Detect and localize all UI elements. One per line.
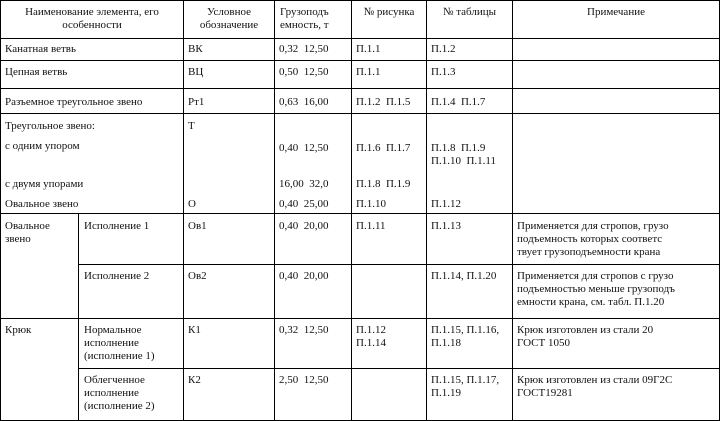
row-name: Треугольное звено: — [5, 120, 95, 132]
header-name: Наименование элемента, его особенности — [25, 6, 159, 31]
row-note: Крюк изготовлен из стали 20 ГОСТ 1050 — [517, 324, 654, 349]
header-capacity: Грузоподъ емность, т — [280, 6, 329, 31]
row-capacity: 0,40 20,00 — [279, 270, 329, 282]
row-note: Применяется для стропов с грузо подъемностью меньше грузоподъ емности крана, см. табл. П.1.20 — [517, 270, 675, 308]
row-capacity: 16,00 32,0 — [279, 178, 329, 190]
row-name: Канатная ветвь — [5, 43, 76, 55]
row-table: П.1.15, П.1.17, П.1.19 — [431, 374, 500, 399]
header-code: Условное обозначение — [199, 6, 259, 31]
row-variant: Исполнение 1 — [84, 220, 150, 232]
row-code: Ов2 — [188, 270, 207, 282]
row-table: П.1.12 — [431, 198, 461, 210]
row-figure: П.1.10 — [356, 198, 386, 210]
rule — [0, 113, 720, 114]
row-name: с двумя упорами — [5, 178, 84, 190]
row-figure: П.1.2 П.1.5 — [356, 96, 411, 108]
row-figure: П.1.1 — [356, 43, 381, 55]
row-name: Цепная ветвь — [5, 66, 68, 78]
group-name: Овальное звено — [5, 220, 50, 245]
rule — [0, 213, 720, 214]
row-code: Т — [188, 120, 195, 132]
header-note: Примечание — [587, 6, 645, 18]
rule — [426, 0, 427, 421]
rule — [512, 0, 513, 421]
rule — [0, 60, 720, 61]
row-table: П.1.8 П.1.9 П.1.10 П.1.11 — [431, 142, 496, 167]
header-figure: № рисунка — [363, 6, 415, 18]
row-capacity: 0,50 12,50 — [279, 66, 329, 78]
row-code: ВК — [188, 43, 203, 55]
row-capacity: 0,63 16,00 — [279, 96, 329, 108]
rule — [183, 0, 184, 421]
row-capacity: 0,32 12,50 — [279, 324, 329, 336]
row-code: Рт1 — [188, 96, 205, 108]
row-table: П.1.4 П.1.7 — [431, 96, 486, 108]
row-capacity: 0,32 12,50 — [279, 43, 329, 55]
row-figure: П.1.1 — [356, 66, 381, 78]
row-figure: П.1.11 — [356, 220, 386, 232]
row-note: Применяется для стропов, грузо подъемность которых соответс твует грузоподъемности крана — [517, 220, 669, 258]
row-capacity: 0,40 20,00 — [279, 220, 329, 232]
row-variant: Облегченное исполнение (исполнение 2) — [84, 374, 155, 412]
header-table: № таблицы — [442, 6, 497, 18]
rule — [274, 0, 275, 421]
row-code: Ов1 — [188, 220, 207, 232]
row-capacity: 0,40 25,00 — [279, 198, 329, 210]
group-name: Крюк — [5, 324, 32, 336]
row-name: Разъемное треугольное звено — [5, 96, 143, 108]
rule — [0, 318, 720, 319]
row-table: П.1.13 — [431, 220, 461, 232]
rule — [78, 368, 720, 369]
rule — [78, 213, 79, 421]
row-note: Крюк изготовлен из стали 09Г2С ГОСТ19281 — [517, 374, 673, 399]
row-code: О — [188, 198, 196, 210]
row-figure: П.1.12 П.1.14 — [356, 324, 386, 349]
row-capacity: 0,40 12,50 — [279, 142, 329, 154]
row-table: П.1.3 — [431, 66, 456, 78]
row-table: П.1.14, П.1.20 — [431, 270, 497, 282]
row-table: П.1.15, П.1.16, П.1.18 — [431, 324, 500, 349]
rule — [351, 0, 352, 421]
rule — [78, 264, 720, 265]
row-name: Овальное звено — [5, 198, 79, 210]
rule — [0, 0, 720, 1]
row-code: К1 — [188, 324, 201, 336]
rule — [0, 88, 720, 89]
row-figure: П.1.8 П.1.9 — [356, 178, 411, 190]
row-variant: Нормальное исполнение (исполнение 1) — [84, 324, 155, 362]
row-figure: П.1.6 П.1.7 — [356, 142, 411, 154]
row-capacity: 2,50 12,50 — [279, 374, 329, 386]
row-name: с одним упором — [5, 140, 80, 152]
row-code: К2 — [188, 374, 201, 386]
rule — [0, 38, 720, 39]
row-table: П.1.2 — [431, 43, 456, 55]
rule — [0, 0, 1, 421]
row-code: ВЦ — [188, 66, 204, 78]
row-variant: Исполнение 2 — [84, 270, 150, 282]
